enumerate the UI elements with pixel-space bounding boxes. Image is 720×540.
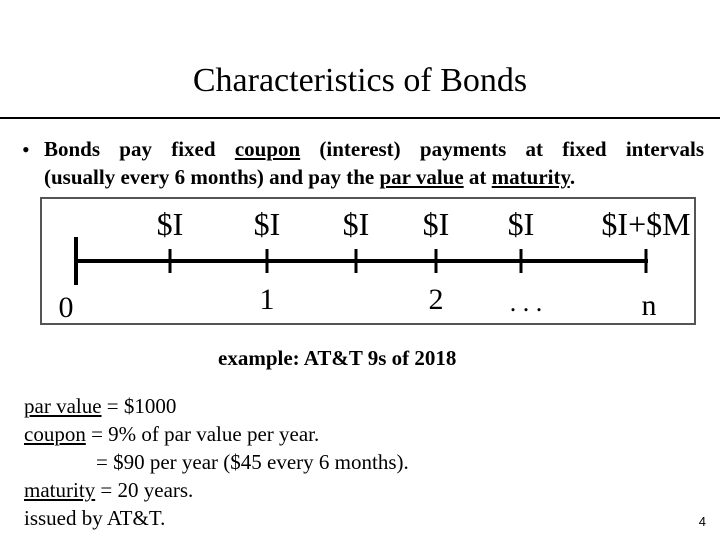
term-maturity: maturity [491, 165, 570, 189]
payment-label: $I [507, 206, 535, 242]
bullet-text-2b: at [463, 165, 492, 189]
coupon-row [24, 420, 409, 448]
maturity-term: maturity [24, 478, 96, 502]
coupon-text: = 9% of par value per year. [85, 422, 320, 446]
example-heading: example: AT&T 9s of 2018 [218, 346, 457, 370]
bullet-text-1b: (interest) payments at fixed intervals [300, 137, 704, 161]
payment-label: $I [422, 206, 450, 242]
term-par-value: par value [379, 165, 464, 189]
payment-label: $I [342, 206, 370, 242]
bullet-dot-icon: • [22, 137, 30, 162]
period-label: 0 [58, 291, 74, 323]
term-coupon: coupon [234, 137, 301, 161]
page-number: 4 [698, 514, 706, 529]
par-value-text: = $1000 [101, 394, 177, 418]
coupon-term: coupon [24, 422, 86, 446]
period-label: n [641, 289, 657, 322]
bullet-line-1 [44, 135, 704, 163]
par-value-term: par value [24, 394, 102, 418]
payment-label: $I [253, 206, 281, 242]
slide-title: Characteristics of Bonds [192, 62, 528, 99]
maturity-row [24, 476, 409, 504]
bullet-point [44, 135, 704, 191]
maturity-text: = 20 years. [95, 478, 194, 502]
payment-label: $I [156, 206, 184, 242]
bullet-text-1a: Bonds pay fixed [44, 137, 235, 161]
final-payment-label: $I+$M [601, 206, 691, 242]
bullet-line-2 [44, 163, 704, 191]
bullet-text-2c: . [569, 165, 576, 189]
title-divider [0, 117, 720, 119]
timeline-diagram [42, 199, 694, 323]
period-label: 2 [428, 283, 444, 316]
par-value-row [24, 392, 409, 420]
coupon-row-2: = $90 per year ($45 every 6 months). [96, 450, 409, 474]
bond-details [24, 392, 409, 532]
bullet-text-2a: (usually every 6 months) and pay the [44, 165, 380, 189]
issuer-row: issued by AT&T. [24, 506, 166, 530]
period-ellipsis: . . . [509, 288, 543, 317]
period-label: 1 [259, 283, 275, 316]
cash-flow-timeline [40, 197, 696, 325]
